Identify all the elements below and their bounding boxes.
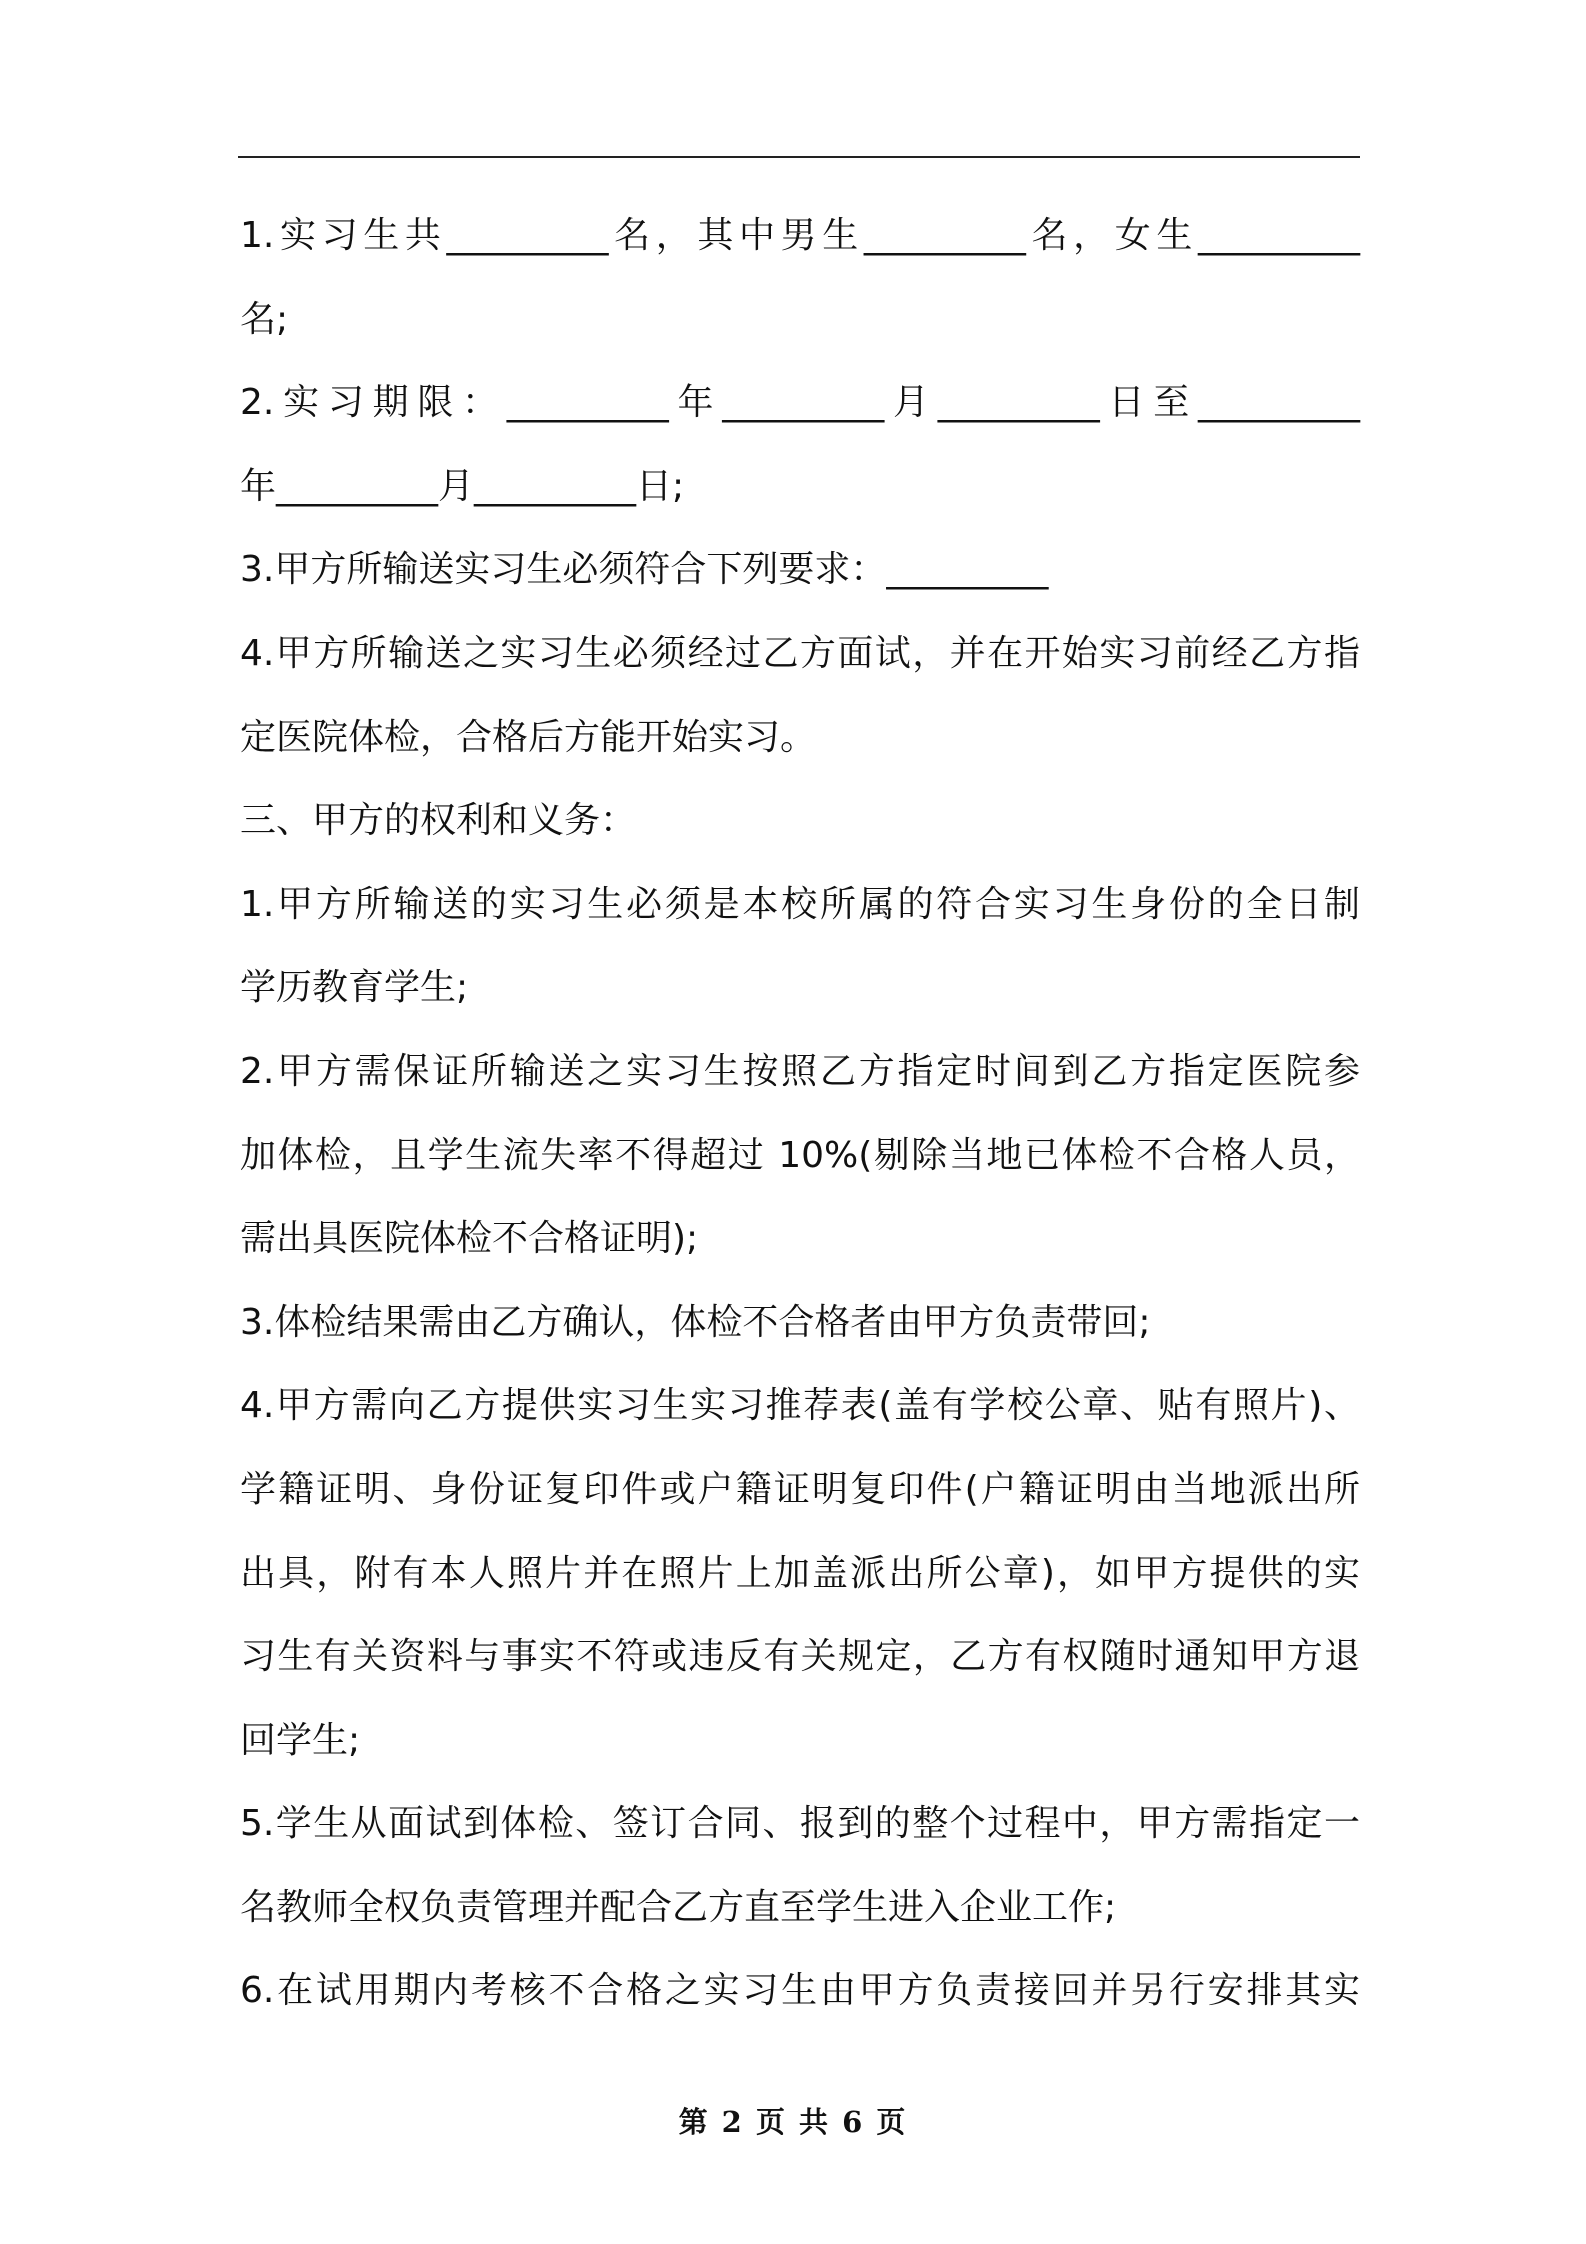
document-body — [240, 194, 1360, 2033]
header-rule — [238, 156, 1360, 158]
text-line: 学历教育学生; — [240, 967, 469, 1009]
text-line: 定医院体检，合格后方能开始实习。 — [240, 716, 817, 758]
text-line: 4.甲方需向乙方提供实习生实习推荐表(盖有学校公章、贴有照片)、 — [240, 1385, 1360, 1427]
text-line: 名教师全权负责管理并配合乙方直至学生进入企业工作; — [240, 1886, 1117, 1928]
section-heading: 三、甲方的权利和义务： — [240, 800, 637, 842]
text-line: 需出具医院体检不合格证明); — [240, 1218, 699, 1260]
text-line: 5.学生从面试到体检、签订合同、报到的整个过程中，甲方需指定一 — [240, 1803, 1360, 1845]
text-line: 1.实习生共_________名，其中男生_________名，女生_________ — [240, 215, 1360, 256]
text-line: 加体检，且学生流失率不得超过 10%(剔除当地已体检不合格人员， — [240, 1134, 1360, 1176]
page-number: 第 2 页 共 6 页 — [678, 2105, 908, 2139]
text-line: 学籍证明、身份证复印件或户籍证明复印件(户籍证明由当地派出所 — [240, 1468, 1360, 1510]
text-line: 4.甲方所输送之实习生必须经过乙方面试，并在开始实习前经乙方指 — [240, 632, 1360, 674]
text-line: 3.体检结果需由乙方确认，体检不合格者由甲方负责带回; — [240, 1301, 1151, 1343]
text-line: 2.实习期限：_________年_________月_________日至_________ — [240, 382, 1360, 424]
text-line: 1.甲方所输送的实习生必须是本校所属的符合实习生身份的全日制 — [240, 883, 1360, 925]
text-line: 2.甲方需保证所输送之实习生按照乙方指定时间到乙方指定医院参 — [240, 1050, 1360, 1092]
text-line: 名; — [240, 298, 289, 340]
text-line: 3.甲方所输送实习生必须符合下列要求：_________ — [240, 549, 1049, 591]
text-line: 出具，附有本人照片并在照片上加盖派出所公章)，如甲方提供的实 — [240, 1552, 1360, 1594]
text-line: 习生有关资料与事实不符或违反有关规定，乙方有权随时通知甲方退 — [240, 1636, 1360, 1678]
text-line: 6.在试用期内考核不合格之实习生由甲方负责接回并另行安排其实 — [240, 1970, 1360, 2012]
page-footer — [0, 2100, 1586, 2141]
text-line: 回学生; — [240, 1719, 361, 1761]
text-line: 年_________月_________日; — [240, 465, 685, 507]
